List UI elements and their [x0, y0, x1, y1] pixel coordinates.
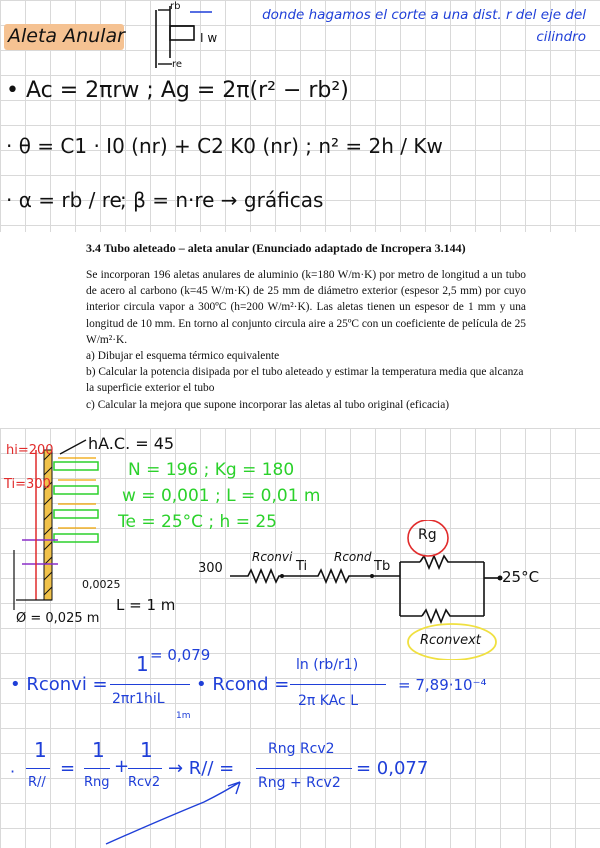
rpar-term1-bar — [84, 768, 110, 769]
rconvi-numerator: 1 — [136, 652, 149, 676]
rcond-fraction-bar — [290, 684, 386, 685]
rpar-term2-bar — [128, 768, 162, 769]
rb-label: rb — [170, 1, 181, 12]
rpar-value: = 0,077 — [356, 758, 429, 779]
problem-body: Se incorporan 196 aletas anulares de aluminio (k=180 W/m·K) por metro de longitud a un tubo de acero al carbono (k=45 W/m·K) de 25 mm de diámetro exterior (espesor 2,5 mm) por cuyo interior circula vapor a 300ºC (h=200 W/m²·K). Las aletas tienen un espesor de 1 mm y una longitud de 10 mm. En torno al conjunto circula aire a 25ºC con un coeficiente de película de 25 W/m²·K. — [86, 269, 526, 346]
problem-heading: 3.4 Tubo aleteado – aleta anular (Enunciado adaptado de Incropera 3.144) — [86, 241, 466, 255]
rpar-plus: + — [114, 756, 130, 777]
data-line-1: N = 196 ; Kg = 180 — [128, 460, 295, 480]
rpar-term2-numerator: 1 — [140, 738, 153, 762]
ti-label: Ti=300 — [4, 477, 51, 492]
data-line-3: Te = 25°C ; h = 25 — [118, 512, 278, 532]
area-equation: • Ac = 2πrw ; Ag = 2π(r² − rb²) — [6, 78, 349, 103]
rconvi-fraction-bar — [110, 684, 190, 685]
rpar-lhs-bar — [26, 768, 50, 769]
notes-title: Aleta Anular — [8, 25, 125, 47]
rpar-equals: = — [60, 758, 76, 779]
diameter-label: Ø = 0,025 m — [16, 611, 100, 626]
re-label: re — [172, 59, 183, 70]
rconvi-subscript: 1m — [176, 711, 191, 721]
thickness-label: 0,0025 — [82, 578, 121, 591]
data-line-2: w = 0,001 ; L = 0,01 m — [122, 486, 321, 506]
hac-label: hA.C. = 45 — [88, 434, 175, 453]
rpar-term2-denominator: Rcv2 — [128, 775, 161, 790]
rcond-numerator: ln (rb/r1) — [296, 657, 359, 673]
hi-label: hi=200 — [6, 443, 54, 458]
rpar-term1-numerator: 1 — [92, 738, 105, 762]
rpar-bullet: · — [10, 762, 16, 781]
problem-statement — [86, 240, 526, 413]
length-label: L = 1 m — [116, 596, 176, 614]
rpar-denominator: Rng + Rcv2 — [258, 775, 341, 791]
rconvi-eq-label: • Rconvi = — [10, 674, 108, 695]
rcond-eq-label: • Rcond = — [196, 674, 290, 695]
rcond-denominator: 2π KAc L — [298, 693, 358, 709]
beta-equation: ; β = n·re → gráficas — [120, 188, 324, 212]
finned-tube-sketch — [0, 430, 130, 620]
t-in-label: 300 — [198, 561, 223, 576]
rconvext-label: Rconvext — [420, 633, 481, 648]
theta-equation: · θ = C1 · I0 (nr) + C2 K0 (nr) ; n² = 2h / Kw — [6, 134, 443, 158]
question-b: b) Calcular la potencia disipada por el tubo aleteado y estimar la temperatura media que alcanza la superficie exterior el tubo — [86, 366, 524, 395]
rpar-lhs-denominator: R// — [28, 775, 46, 790]
alpha-equation: · α = rb / re — [6, 188, 122, 212]
rconvi-denominator: 2πr1hiL — [112, 691, 165, 707]
rconvi-value: = 0,079 — [150, 646, 211, 664]
rconvi-label: Rconvi — [252, 550, 293, 564]
rpar-numerator: Rng Rcv2 — [268, 741, 335, 757]
question-c: c) Calcular la mejora que supone incorporar las aletas al tubo original (eficacia) — [86, 398, 450, 411]
diagram-note: donde hagamos el corte a una dist. r del eje del cilindro — [262, 7, 586, 45]
t-out-label: 25°C — [502, 568, 540, 586]
rpar-arrow: → R// = — [168, 758, 235, 779]
ti-node-label: Ti — [296, 559, 308, 574]
rcond-value: = 7,89·10⁻⁴ — [398, 676, 487, 694]
rpar-fraction-bar — [256, 768, 352, 769]
iw-label: I w — [200, 31, 218, 45]
rcond-label: Rcond — [334, 550, 372, 564]
question-a: a) Dibujar el esquema térmico equivalente — [86, 350, 280, 363]
rpar-term1-denominator: Rng — [84, 775, 110, 790]
tb-node-label: Tb — [374, 559, 391, 574]
rpar-lhs-numerator: 1 — [34, 738, 47, 762]
rg-label: Rg — [418, 527, 437, 543]
pointer-arrow — [100, 780, 250, 848]
